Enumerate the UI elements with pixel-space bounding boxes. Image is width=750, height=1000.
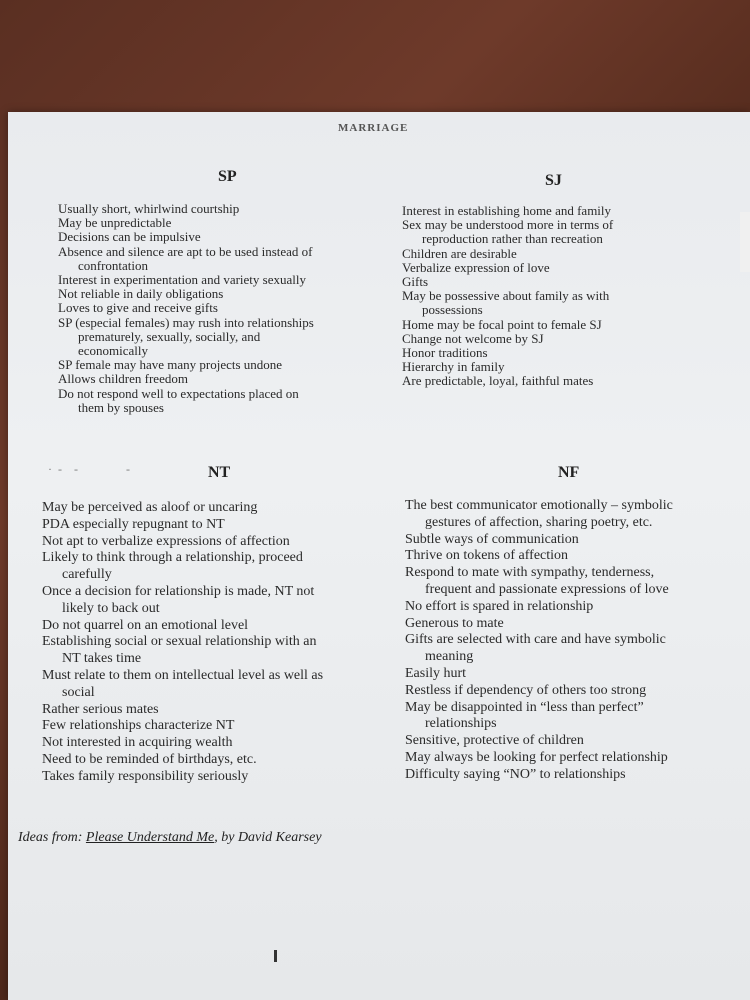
nf-list <box>405 498 673 784</box>
list-item: frequent and passionate expressions of love <box>425 581 669 597</box>
list-item: Not apt to verbalize expressions of affection <box>42 533 290 549</box>
list-item: Sensitive, protective of children <box>405 733 584 749</box>
list-item: No effort is spared in relationship <box>405 598 594 614</box>
list-item: meaning <box>425 649 474 665</box>
list-item: prematurely, sexually, socially, and <box>78 328 261 344</box>
list-item: SP (especial females) may rush into relationships <box>58 314 314 330</box>
list-item: Thrive on tokens of affection <box>405 548 569 564</box>
list-item: May be disappointed in “less than perfect” <box>405 699 644 715</box>
list-item: Must relate to them on intellectual level as well as <box>42 667 324 683</box>
attribution-prefix: Ideas from: <box>18 830 86 845</box>
list-item: May be unpredictable <box>58 215 172 231</box>
list-item: them by spouses <box>78 399 164 415</box>
page-edge <box>740 212 750 272</box>
list-item: Need to be reminded of birthdays, etc. <box>42 751 257 767</box>
list-item: Change not welcome by SJ <box>402 330 544 346</box>
list-item: Are predictable, loyal, faithful mates <box>402 373 594 389</box>
list-item: Sex may be understood more in terms of <box>402 217 614 233</box>
list-item: Difficulty saying “NO” to relationships <box>405 766 626 782</box>
list-item: Rather serious mates <box>42 701 159 717</box>
heading-nf: NF <box>558 464 580 481</box>
attribution <box>18 830 322 846</box>
nt-list <box>42 500 323 786</box>
list-item: Respond to mate with sympathy, tenderness, <box>405 565 655 581</box>
list-item: PDA especially repugnant to NT <box>42 516 225 532</box>
list-item: Usually short, whirlwind courtship <box>58 201 240 216</box>
list-item: Restless if dependency of others too strong <box>405 682 647 698</box>
list-item: NT takes time <box>62 651 142 667</box>
divider-dots-left: · - - - <box>48 462 130 476</box>
ink-mark <box>274 950 277 962</box>
list-item: Loves to give and receive gifts <box>58 300 218 316</box>
list-item: Children are desirable <box>402 245 517 261</box>
list-item: Once a decision for relationship is made, NT not <box>42 583 315 599</box>
list-item: Easily hurt <box>405 665 467 681</box>
list-item: May be perceived as aloof or uncaring <box>42 500 258 515</box>
document-page <box>8 112 750 1000</box>
sp-list <box>58 202 314 415</box>
list-item: Do not quarrel on an emotional level <box>42 617 249 633</box>
list-item: Gifts <box>402 274 428 290</box>
heading-nt: NT <box>208 464 231 481</box>
list-item: Not reliable in daily obligations <box>58 286 224 302</box>
list-item: Takes family responsibility seriously <box>42 768 249 784</box>
list-item: carefully <box>62 567 112 583</box>
list-item: May always be looking for perfect relationship <box>405 749 668 765</box>
list-item: Decisions can be impulsive <box>58 229 201 245</box>
list-item: The best communicator emotionally – symbolic <box>405 498 673 513</box>
list-item: confrontation <box>78 257 149 273</box>
list-item: Interest in establishing home and family <box>402 203 612 218</box>
sj-list <box>402 204 613 389</box>
list-item: social <box>62 684 95 700</box>
list-item: Absence and silence are apt to be used instead of <box>58 243 313 259</box>
list-item: Interest in experimentation and variety sexually <box>58 272 306 288</box>
list-item: economically <box>78 343 149 359</box>
list-item: Subtle ways of communication <box>405 531 579 547</box>
list-item: possessions <box>422 302 483 318</box>
list-item: Honor traditions <box>402 345 488 361</box>
heading-sp: SP <box>218 168 237 185</box>
list-item: Allows children freedom <box>58 371 188 387</box>
list-item: Home may be focal point to female SJ <box>402 316 602 332</box>
list-item: Generous to mate <box>405 615 504 631</box>
list-item: relationships <box>425 716 497 732</box>
list-item: reproduction rather than recreation <box>422 231 603 247</box>
list-item: Establishing social or sexual relationship with an <box>42 634 317 650</box>
page-header-fragment: MARRIAGE <box>338 124 409 131</box>
list-item: Few relationships characterize NT <box>42 718 235 734</box>
list-item: Not interested in acquiring wealth <box>42 735 233 751</box>
heading-sj: SJ <box>545 172 562 189</box>
attribution-author: , by David Kearsey <box>214 830 322 845</box>
list-item: gestures of affection, sharing poetry, etc. <box>425 514 653 530</box>
list-item: Hierarchy in family <box>402 359 505 375</box>
list-item: Likely to think through a relationship, proceed <box>42 550 303 566</box>
list-item: SP female may have many projects undone <box>58 357 283 373</box>
list-item: May be possessive about family as with <box>402 288 610 304</box>
list-item: likely to back out <box>62 600 160 616</box>
list-item: Do not respond well to expectations placed on <box>58 385 299 401</box>
book-title: Please Understand Me <box>85 830 215 845</box>
list-item: Verbalize expression of love <box>402 259 550 275</box>
list-item: Gifts are selected with care and have symbolic <box>405 632 666 648</box>
